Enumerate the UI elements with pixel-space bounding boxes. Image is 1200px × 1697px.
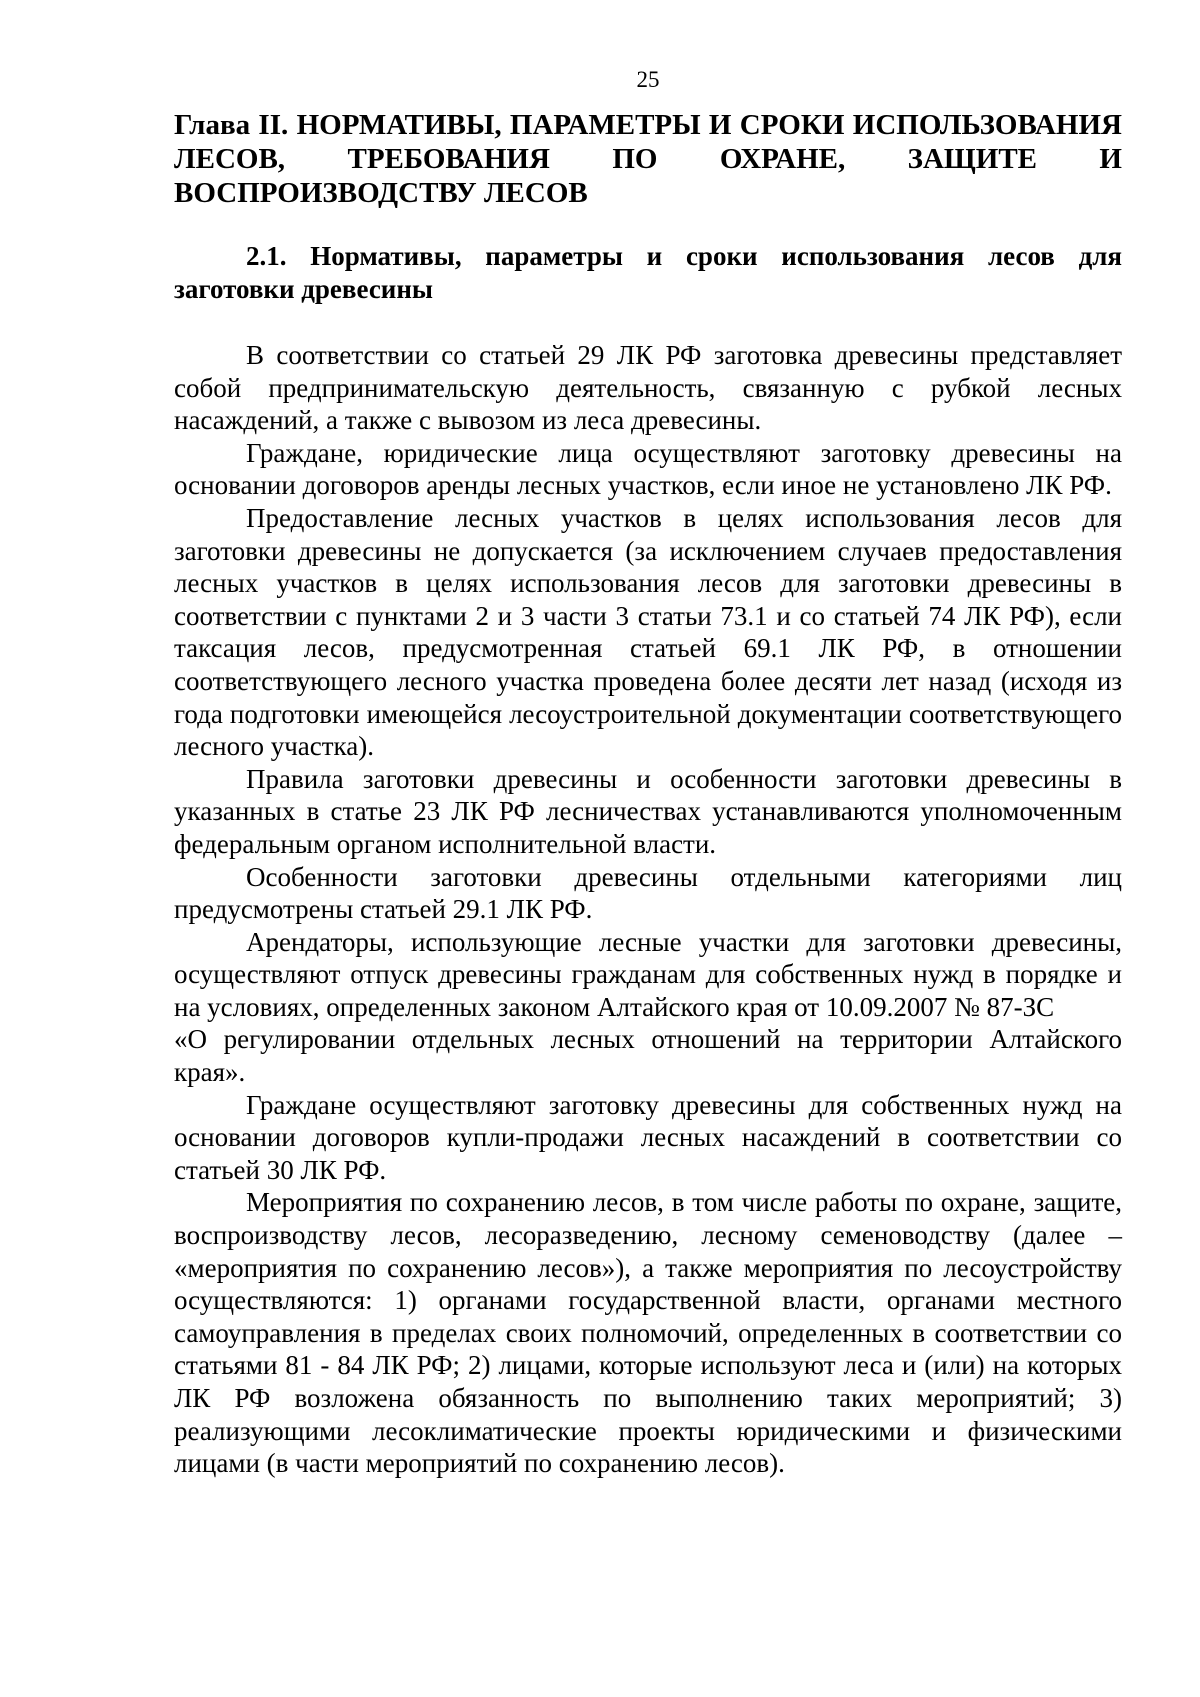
paragraph-law-title: «О регулировании отдельных лесных отношений на территории Алтайского края». <box>174 1024 1122 1088</box>
document-page <box>174 66 1122 1480</box>
document-body <box>174 339 1122 1480</box>
paragraph-provision-restrictions: Предоставление лесных участков в целях использования лесов для заготовки древесины не допускается (за исключением случаев предоставления лесных участков в целях использования лесов для заготовки древесины в соответствии с пунктами 2 и 3 части 3 статьи 73.1 и со статьей 74 ЛК РФ), если таксация лесов, предусмотренная статьей 69.1 ЛК РФ, в отношении соответствующего лесного участка проведена более десяти лет назад (исходя из года подготовки имеющейся лесоустроительной документации соответствующего лесного участка). <box>174 502 1122 762</box>
section-title: 2.1. Нормативы, параметры и сроки использования лесов для заготовки древесины <box>174 241 1122 304</box>
paragraph-lease-agreements: Граждане, юридические лица осуществляют заготовку древесины на основании договоров аренды лесных участков, если иное не установлено ЛК РФ. <box>174 437 1122 501</box>
chapter-title: Глава II. НОРМАТИВЫ, ПАРАМЕТРЫ И СРОКИ ИСПОЛЬЗОВАНИЯ ЛЕСОВ, ТРЕБОВАНИЯ ПО ОХРАНЕ, ЗАЩИТЕ И ВОСПРОИЗВОДСТВУ ЛЕСОВ <box>174 109 1122 209</box>
paragraph-article-29: В соответствии со статьей 29 ЛК РФ заготовка древесины представляет собой предпринимательскую деятельность, связанную с рубкой лесных насаждений, а также с вывозом из леса древесины. <box>174 340 1122 436</box>
paragraph-citizens-own-needs: Граждане осуществляют заготовку древесины для собственных нужд на основании договоров купли-продажи лесных насаждений в соответствии со статьей 30 ЛК РФ. <box>174 1089 1122 1185</box>
paragraph-conservation-measures: Мероприятия по сохранению лесов, в том числе работы по охране, защите, воспроизводству лесов, лесоразведению, лесному семеноводству (далее – «мероприятия по сохранению лесов»), а также мероприятия по лесоустройству осуществляются: 1) органами государственной власти, органами местного самоуправления в пределах своих полномочий, определенных в соответствии со статьями 81 - 84 ЛК РФ; 2) лицами, которые используют леса и (или) на которых ЛК РФ возложена обязанность по выполнению таких мероприятий; 3) реализующими лесоклиматические проекты юридическими и физическими лицами (в части мероприятий по сохранению лесов). <box>174 1187 1122 1479</box>
paragraph-tenants-release: Арендаторы, использующие лесные участки для заготовки древесины, осуществляют отпуск древесины гражданам для собственных нужд в порядке и на условиях, определенных законом Алтайского края от 10.09.2007 № 87-ЗС <box>174 926 1122 1022</box>
page-number: 25 <box>636 67 660 92</box>
paragraph-harvesting-rules: Правила заготовки древесины и особенности заготовки древесины в указанных в статье 23 ЛК РФ лесничествах устанавливаются уполномоченным федеральным органом исполнительной власти. <box>174 763 1122 859</box>
paragraph-special-categories: Особенности заготовки древесины отдельными категориями лиц предусмотрены статьей 29.1 ЛК РФ. <box>174 861 1122 925</box>
